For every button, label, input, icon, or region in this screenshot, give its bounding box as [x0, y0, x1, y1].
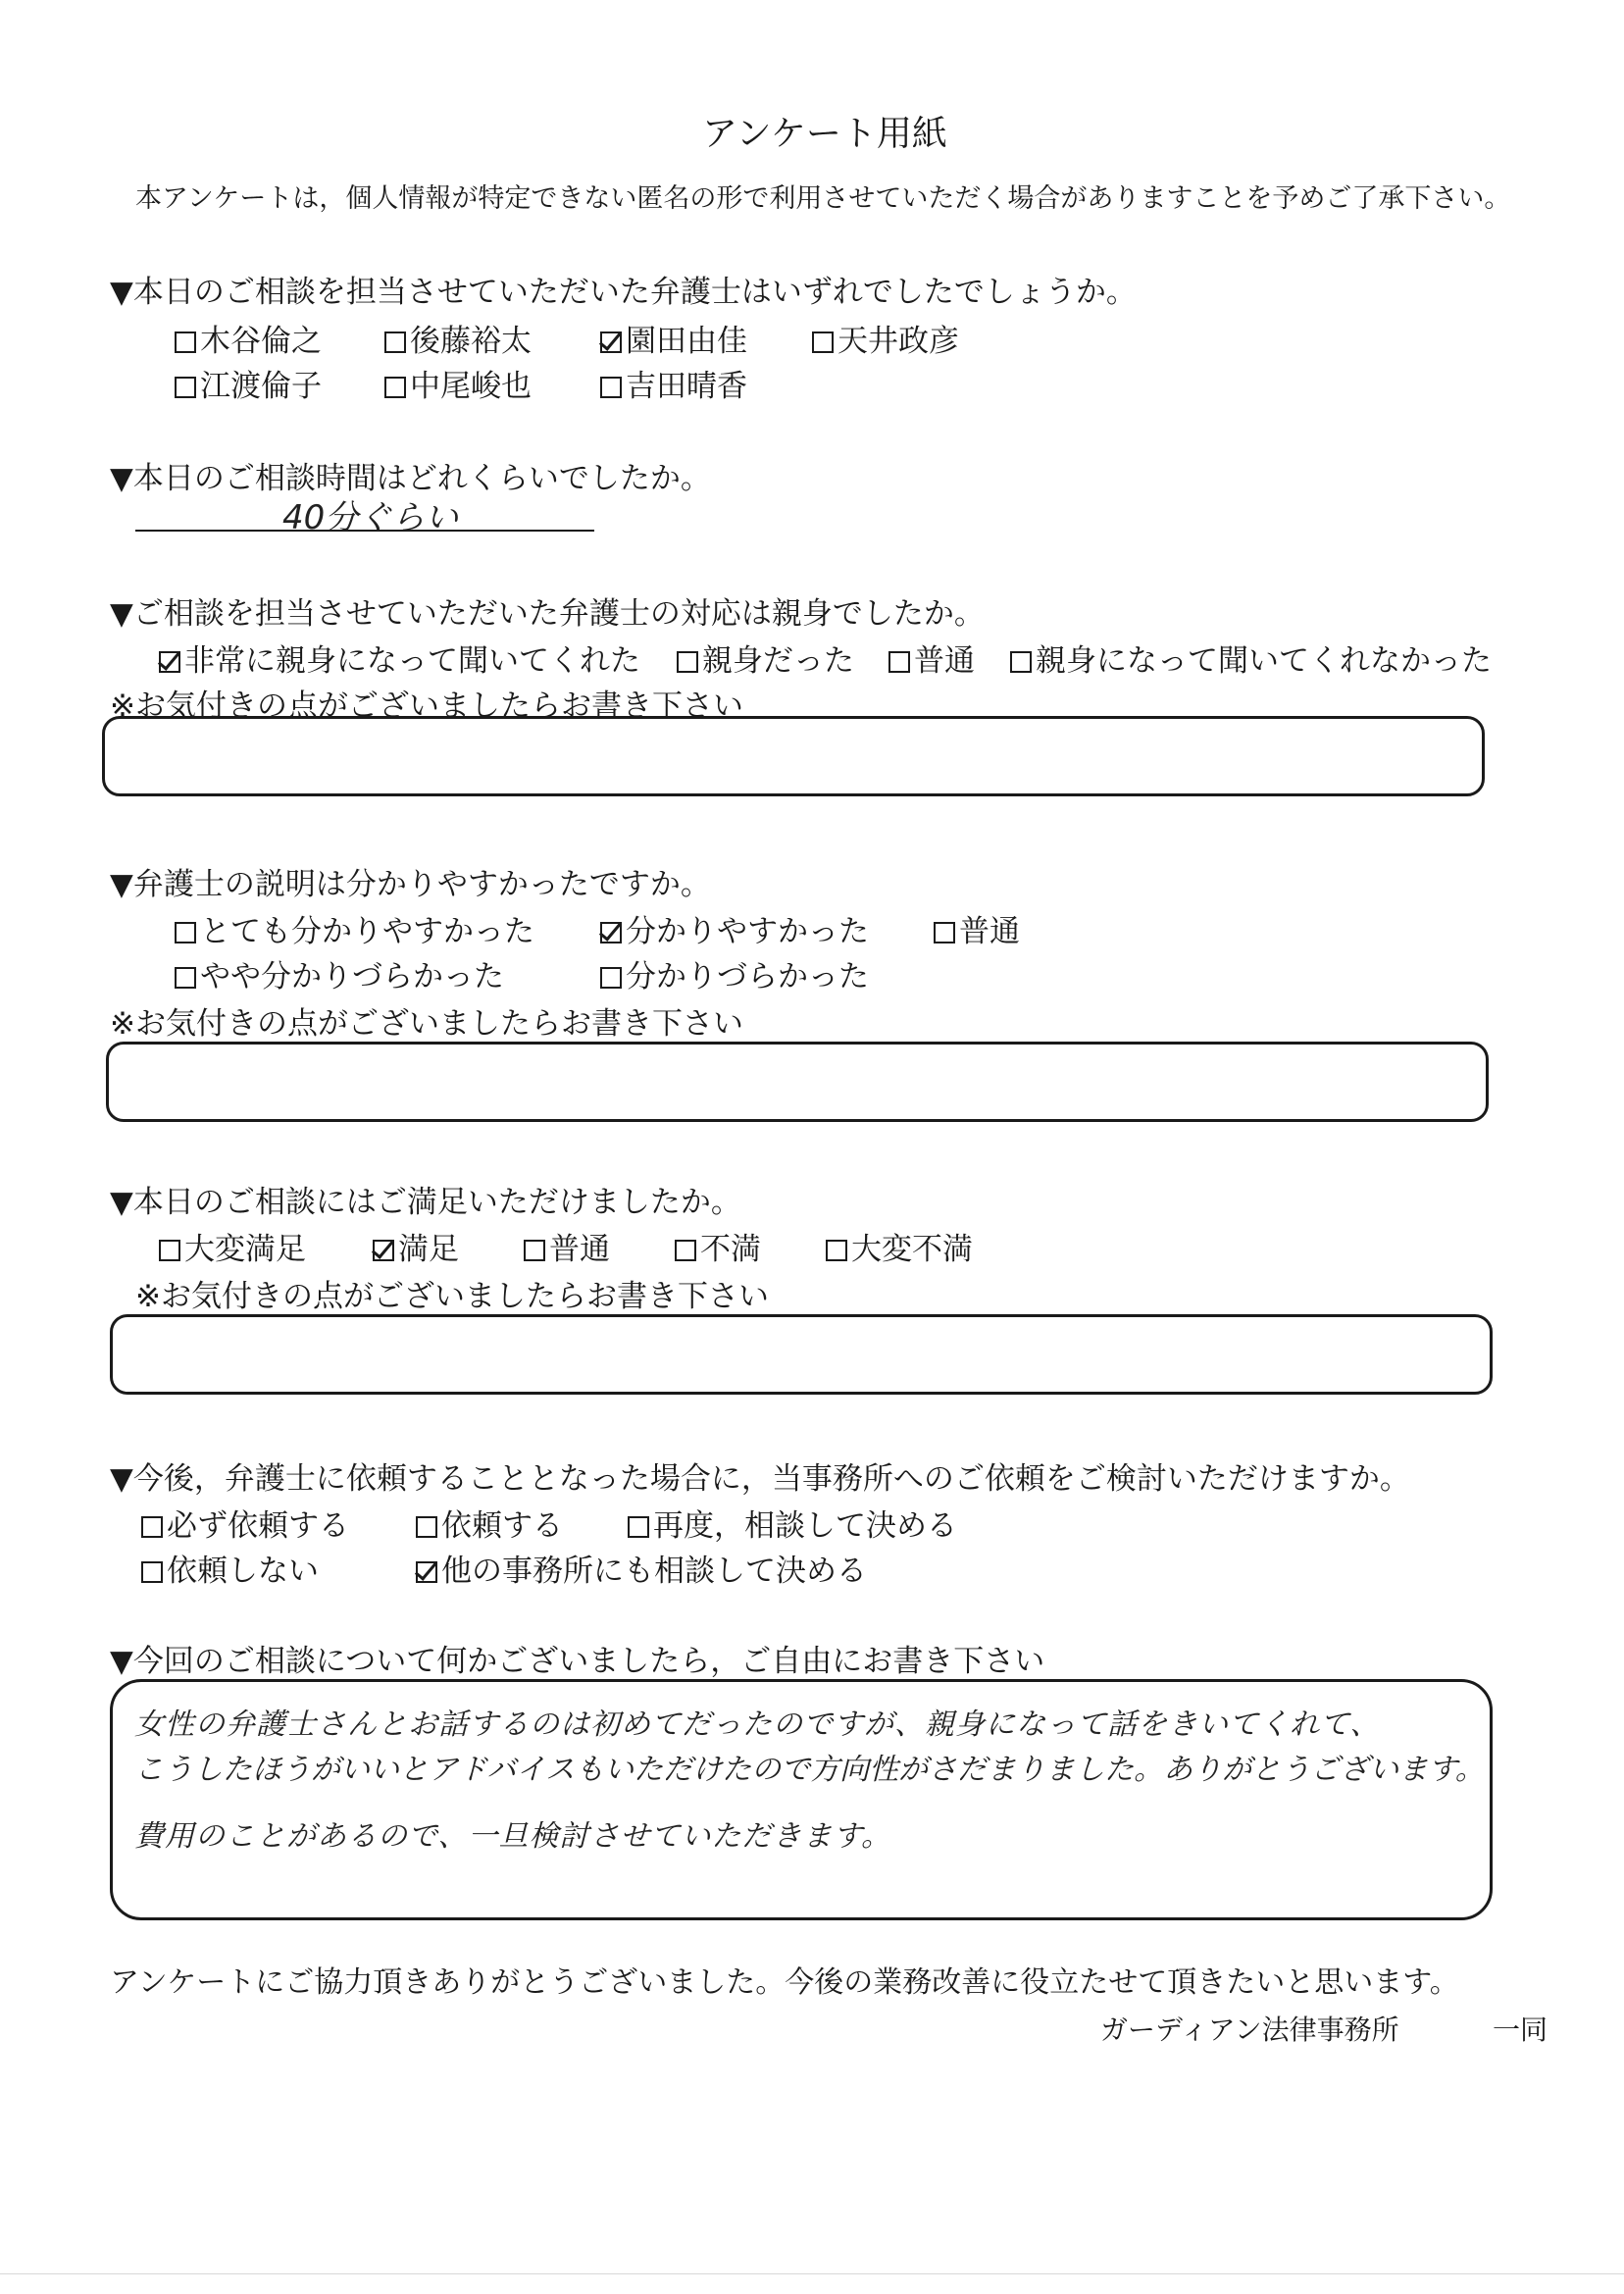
q1-option-6[interactable]: 中尾峻也	[384, 361, 532, 405]
q3-option-2[interactable]: 親身だった	[677, 636, 854, 680]
q6-option-3[interactable]: 再度，相談して決める	[628, 1501, 957, 1545]
checkbox[interactable]	[175, 967, 196, 989]
intro-note: 本アンケートは，個人情報が特定できない匿名の形で利用させていただく場合がありますことを予めご了承下さい。	[135, 183, 1511, 214]
q6-option-5[interactable]: 他の事務所にも相談して決める	[416, 1546, 867, 1590]
q7-answer-line-3: 費用のことがあるので、一旦検討させていただきます。	[134, 1819, 891, 1854]
q3-option-3[interactable]: 普通	[888, 636, 975, 680]
q6-option-2[interactable]: 依頼する	[416, 1501, 563, 1545]
q5-option-1[interactable]: 大変満足	[159, 1224, 306, 1268]
checkbox[interactable]	[675, 1240, 696, 1261]
q4-option-4[interactable]: やや分かりづらかった	[175, 951, 504, 995]
q3-comment-label: ※お気付きの点がございましたらお書き下さい	[110, 688, 743, 724]
q4-option-5[interactable]: 分かりづらかった	[600, 951, 869, 995]
q7-answer-line-1: 女性の弁護士さんとお話するのは初めてだったのですが、親身になって話をきいてくれて、	[134, 1708, 1381, 1742]
checkbox-checked[interactable]	[416, 1561, 437, 1583]
checkbox-checked[interactable]	[159, 651, 180, 673]
checkbox[interactable]	[416, 1516, 437, 1538]
checkbox[interactable]	[524, 1240, 545, 1261]
q2-handwritten-answer: 40分ぐらい	[282, 498, 459, 537]
checkbox[interactable]	[159, 1240, 180, 1261]
checkbox[interactable]	[1010, 651, 1032, 673]
checkbox[interactable]	[141, 1561, 163, 1583]
checkbox[interactable]	[677, 651, 698, 673]
q5-option-5[interactable]: 大変不満	[826, 1224, 973, 1268]
q1-option-4[interactable]: 天井政彦	[812, 316, 959, 360]
q1-option-5[interactable]: 江渡倫子	[175, 361, 322, 405]
q3-option-4[interactable]: 親身になって聞いてくれなかった	[1010, 636, 1492, 680]
q4-option-3[interactable]: 普通	[934, 906, 1020, 950]
q4-option-2[interactable]: 分かりやすかった	[600, 906, 869, 950]
checkbox-checked[interactable]	[600, 331, 622, 353]
q5-question: ▼本日のご相談にはご満足いただけましたか。	[110, 1185, 741, 1220]
q4-question: ▼弁護士の説明は分かりやすかったですか。	[110, 867, 711, 902]
q5-option-2[interactable]: 満足	[373, 1224, 459, 1268]
q5-option-3[interactable]: 普通	[524, 1224, 610, 1268]
page-title: アンケート用紙	[702, 114, 947, 154]
signature-suffix: 一同	[1493, 2014, 1548, 2046]
q7-question: ▼今回のご相談について何かございましたら，ご自由にお書き下さい	[110, 1644, 1045, 1679]
q4-option-1[interactable]: とても分かりやすかった	[175, 906, 534, 950]
checkbox-checked[interactable]	[600, 922, 622, 943]
q5-comment-label: ※お気付きの点がございましたらお書き下さい	[135, 1279, 769, 1314]
checkbox[interactable]	[888, 651, 910, 673]
q6-question: ▼今後，弁護士に依頼することとなった場合に，当事務所へのご依頼をご検討いただけますか。	[110, 1461, 1410, 1497]
q1-option-2[interactable]: 後藤裕太	[384, 316, 532, 360]
q2-question: ▼本日のご相談時間はどれくらいでしたか。	[110, 461, 711, 496]
q1-option-1[interactable]: 木谷倫之	[175, 316, 322, 360]
checkbox[interactable]	[600, 967, 622, 989]
checkbox-checked[interactable]	[373, 1240, 394, 1261]
q1-question: ▼本日のご相談を担当させていただいた弁護士はいずれでしたでしょうか。	[110, 275, 1137, 310]
checkbox[interactable]	[628, 1516, 649, 1538]
checkbox[interactable]	[141, 1516, 163, 1538]
q3-question: ▼ご相談を担当させていただいた弁護士の対応は親身でしたか。	[110, 596, 985, 632]
q6-option-1[interactable]: 必ず依頼する	[141, 1501, 349, 1545]
q3-option-1[interactable]: 非常に親身になって聞いてくれた	[159, 636, 640, 680]
closing-message: アンケートにご協力頂きありがとうございました。今後の業務改善に役立たせて頂きたいと思います。	[110, 1965, 1459, 2000]
q7-answer-box[interactable]	[110, 1679, 1493, 1920]
q6-option-4[interactable]: 依頼しない	[141, 1546, 319, 1590]
q1-option-7[interactable]: 吉田晴香	[600, 361, 747, 405]
q7-answer-line-2: こうしたほうがいいとアドバイスもいただけたので方向性がさだまりました。ありがとうございます。	[134, 1753, 1485, 1787]
q5-comment-box[interactable]	[110, 1314, 1493, 1395]
q3-comment-box[interactable]	[102, 716, 1485, 796]
checkbox[interactable]	[175, 331, 196, 353]
checkbox[interactable]	[175, 377, 196, 398]
firm-name: ガーディアン法律事務所	[1100, 2014, 1399, 2046]
q4-comment-label: ※お気付きの点がございましたらお書き下さい	[110, 1006, 743, 1042]
checkbox[interactable]	[812, 331, 834, 353]
checkbox[interactable]	[384, 377, 406, 398]
checkbox[interactable]	[384, 331, 406, 353]
q5-option-4[interactable]: 不満	[675, 1224, 761, 1268]
checkbox[interactable]	[600, 377, 622, 398]
scan-edge-line	[0, 2273, 1624, 2274]
q2-answer-line	[135, 530, 594, 532]
checkbox[interactable]	[826, 1240, 847, 1261]
q4-comment-box[interactable]	[106, 1042, 1489, 1122]
checkbox[interactable]	[934, 922, 955, 943]
q1-option-3[interactable]: 園田由佳	[600, 316, 747, 360]
checkbox[interactable]	[175, 922, 196, 943]
